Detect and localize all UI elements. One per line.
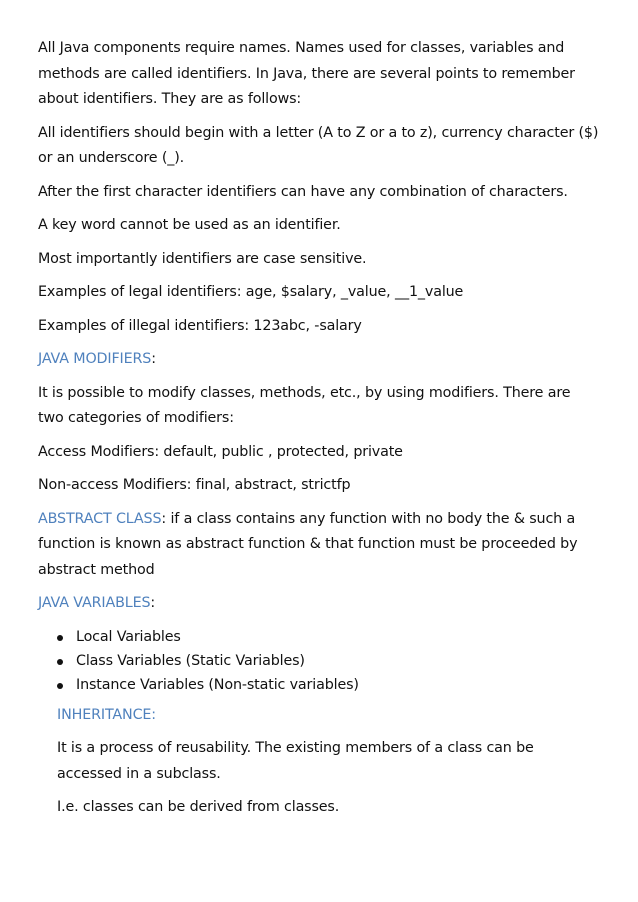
document-page — [38, 36, 600, 829]
list-item — [38, 649, 600, 673]
abstract-class-paragraph — [38, 507, 600, 584]
modifiers-heading: JAVA MODIFIERS — [38, 351, 152, 367]
variables-heading: JAVA VARIABLES — [38, 595, 151, 611]
bullet-icon — [57, 659, 63, 665]
abstract-class-heading: ABSTRACT CLASS — [38, 510, 162, 527]
intro-paragraph-4: A key word cannot be used as an identifier. — [38, 217, 341, 233]
intro-paragraph-3: After the first character identifiers can have any combination of characters. — [38, 183, 568, 200]
modifiers-heading-line — [38, 347, 600, 373]
inheritance-paragraph-2: I.e. classes can be derived from classes. — [57, 799, 340, 815]
list-item — [38, 625, 600, 649]
bullet-icon — [57, 635, 63, 641]
list-item-label: Instance Variables (Non-static variables) — [76, 676, 359, 693]
non-access-modifiers-paragraph: Non-access Modifiers: final, abstract, strictfp — [38, 477, 351, 493]
inheritance-heading-line — [57, 703, 600, 729]
inheritance-heading: INHERITANCE: — [57, 706, 156, 723]
inheritance-paragraph-1: It is a process of reusability. The existing members of a class can be accessed in a subclass. — [57, 740, 534, 782]
abstract-class-text: : if a class contains any function with no body the & such a function is known as abstract function & that function must be proceeded by abstract method — [38, 510, 578, 578]
list-item-label: Local Variables — [76, 628, 181, 645]
intro-paragraph-5: Most importantly identifiers are case sensitive. — [38, 250, 367, 267]
variables-heading-colon: : — [150, 595, 156, 611]
modifiers-heading-colon: : — [151, 351, 156, 367]
modifiers-paragraph-1: It is possible to modify classes, methods, etc., by using modifiers. There are two categories of modifiers: — [38, 384, 571, 426]
intro-paragraph-1: All Java components require names. Names used for classes, variables and methods are called identifiers. In Java, there are several points to remember about identifiers. They are as follows: — [38, 40, 575, 107]
legal-identifiers-examples: Examples of legal identifiers: age, $salary, _value, __1_value — [38, 284, 464, 300]
bullet-icon — [57, 683, 63, 689]
list-item — [38, 673, 600, 697]
list-item-label: Class Variables (Static Variables) — [76, 652, 305, 669]
variables-heading-line — [38, 591, 600, 617]
variables-list — [38, 625, 600, 697]
illegal-identifiers-examples: Examples of illegal identifiers: 123abc, -salary — [38, 317, 362, 334]
access-modifiers-paragraph: Access Modifiers: default, public , protected, private — [38, 443, 403, 460]
intro-paragraph-2: All identifiers should begin with a letter (A to Z or a to z), currency character ($) or an underscore (_). — [38, 124, 599, 166]
